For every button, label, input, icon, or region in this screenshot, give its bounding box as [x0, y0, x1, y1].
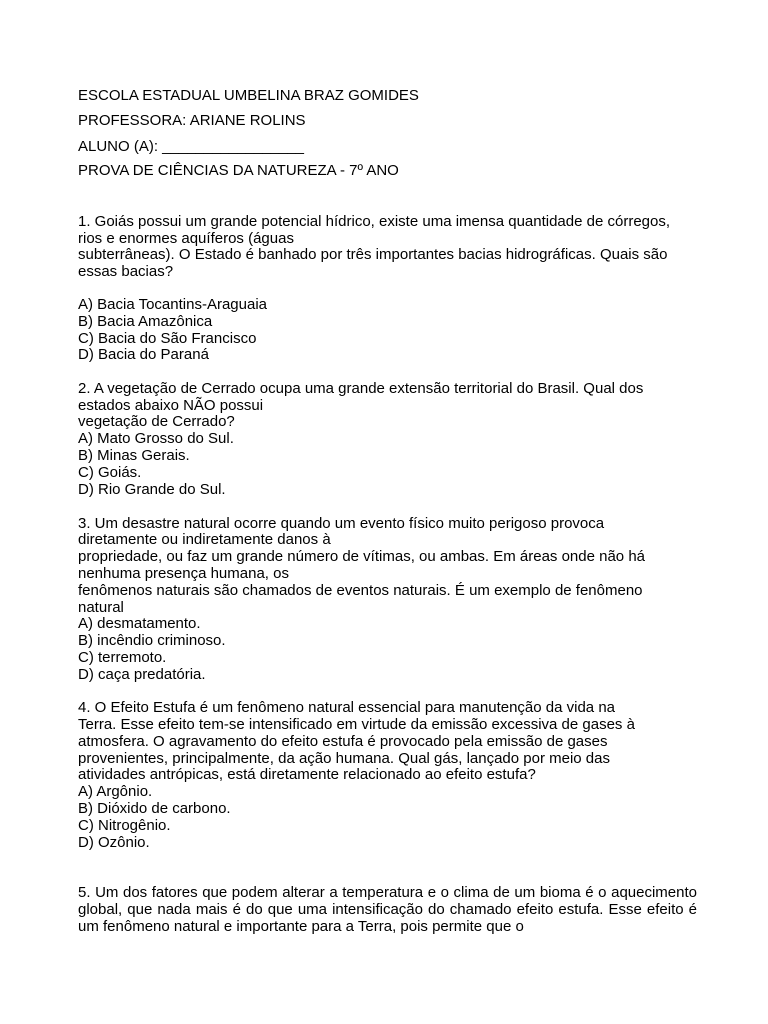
q1-text-line-2: rios e enormes aquíferos (águas	[78, 230, 294, 247]
q4-option-c: C) Nitrogênio.	[78, 817, 171, 834]
q2-option-d: D) Rio Grande do Sul.	[78, 481, 226, 498]
q2-text-line-1: 2. A vegetação de Cerrado ocupa uma grande extensão territorial do Brasil. Qual dos	[78, 380, 644, 397]
q1-text-line-3: subterrâneas). O Estado é banhado por três importantes bacias hidrográficas. Quais são	[78, 246, 668, 263]
student-name-field: ALUNO (A): _________________	[78, 138, 304, 155]
q3-text-line-5: fenômenos naturais são chamados de eventos naturais. É um exemplo de fenômeno	[78, 582, 643, 599]
q2-text-line-2: estados abaixo NÃO possui	[78, 397, 264, 414]
q1-option-d: D) Bacia do Paraná	[78, 346, 209, 363]
q3-text-line-4: nenhuma presença humana, os	[78, 565, 289, 582]
school-name: ESCOLA ESTADUAL UMBELINA BRAZ GOMIDES	[78, 87, 419, 104]
q4-option-a: A) Argônio.	[78, 783, 153, 800]
q4-text-line-4: provenientes, principalmente, da ação humana. Qual gás, lançado por meio das	[78, 750, 610, 767]
q3-option-c: C) terremoto.	[78, 649, 167, 666]
q3-text-line-6: natural	[78, 599, 124, 616]
q1-option-c: C) Bacia do São Francisco	[78, 330, 257, 347]
q4-text-line-3: atmosfera. O agravamento do efeito estufa é provocado pela emissão de gases	[78, 733, 608, 750]
q4-option-b: B) Dióxido de carbono.	[78, 800, 231, 817]
q1-text-line-4: essas bacias?	[78, 263, 174, 280]
exam-title: PROVA DE CIÊNCIAS DA NATUREZA - 7º ANO	[78, 162, 399, 179]
q3-option-a: A) desmatamento.	[78, 615, 201, 632]
teacher-name: PROFESSORA: ARIANE ROLINS	[78, 112, 306, 129]
q1-text-line-1: 1. Goiás possui um grande potencial hídrico, existe uma imensa quantidade de córregos,	[78, 213, 671, 230]
q3-option-d: D) caça predatória.	[78, 666, 206, 683]
q1-option-b: B) Bacia Amazônica	[78, 313, 213, 330]
q4-text-line-2: Terra. Esse efeito tem-se intensificado em virtude da emissão excessiva de gases à	[78, 716, 635, 733]
q4-text-line-1: 4. O Efeito Estufa é um fenômeno natural essencial para manutenção da vida na	[78, 699, 615, 716]
q2-option-b: B) Minas Gerais.	[78, 447, 190, 464]
q3-text-line-3: propriedade, ou faz um grande número de vítimas, ou ambas. Em áreas onde não há	[78, 548, 646, 565]
q3-text-line-1: 3. Um desastre natural ocorre quando um evento físico muito perigoso provoca	[78, 515, 605, 532]
q5-text: 5. Um dos fatores que podem alterar a temperatura e o clima de um bioma é o aquecimento global, que nada mais é do que uma intensificação do chamado efeito estufa. Esse efeito é um fenômeno natural e importante para a Terra, pois permite que o	[78, 884, 697, 935]
q2-text-line-3: vegetação de Cerrado?	[78, 413, 235, 430]
q2-option-a: A) Mato Grosso do Sul.	[78, 430, 234, 447]
q3-text-line-2: diretamente ou indiretamente danos à	[78, 531, 331, 548]
q2-option-c: C) Goiás.	[78, 464, 142, 481]
q3-option-b: B) incêndio criminoso.	[78, 632, 226, 649]
q4-option-d: D) Ozônio.	[78, 834, 150, 851]
q1-option-a: A) Bacia Tocantins-Araguaia	[78, 296, 267, 313]
q4-text-line-5: atividades antrópicas, está diretamente relacionado ao efeito estufa?	[78, 766, 536, 783]
